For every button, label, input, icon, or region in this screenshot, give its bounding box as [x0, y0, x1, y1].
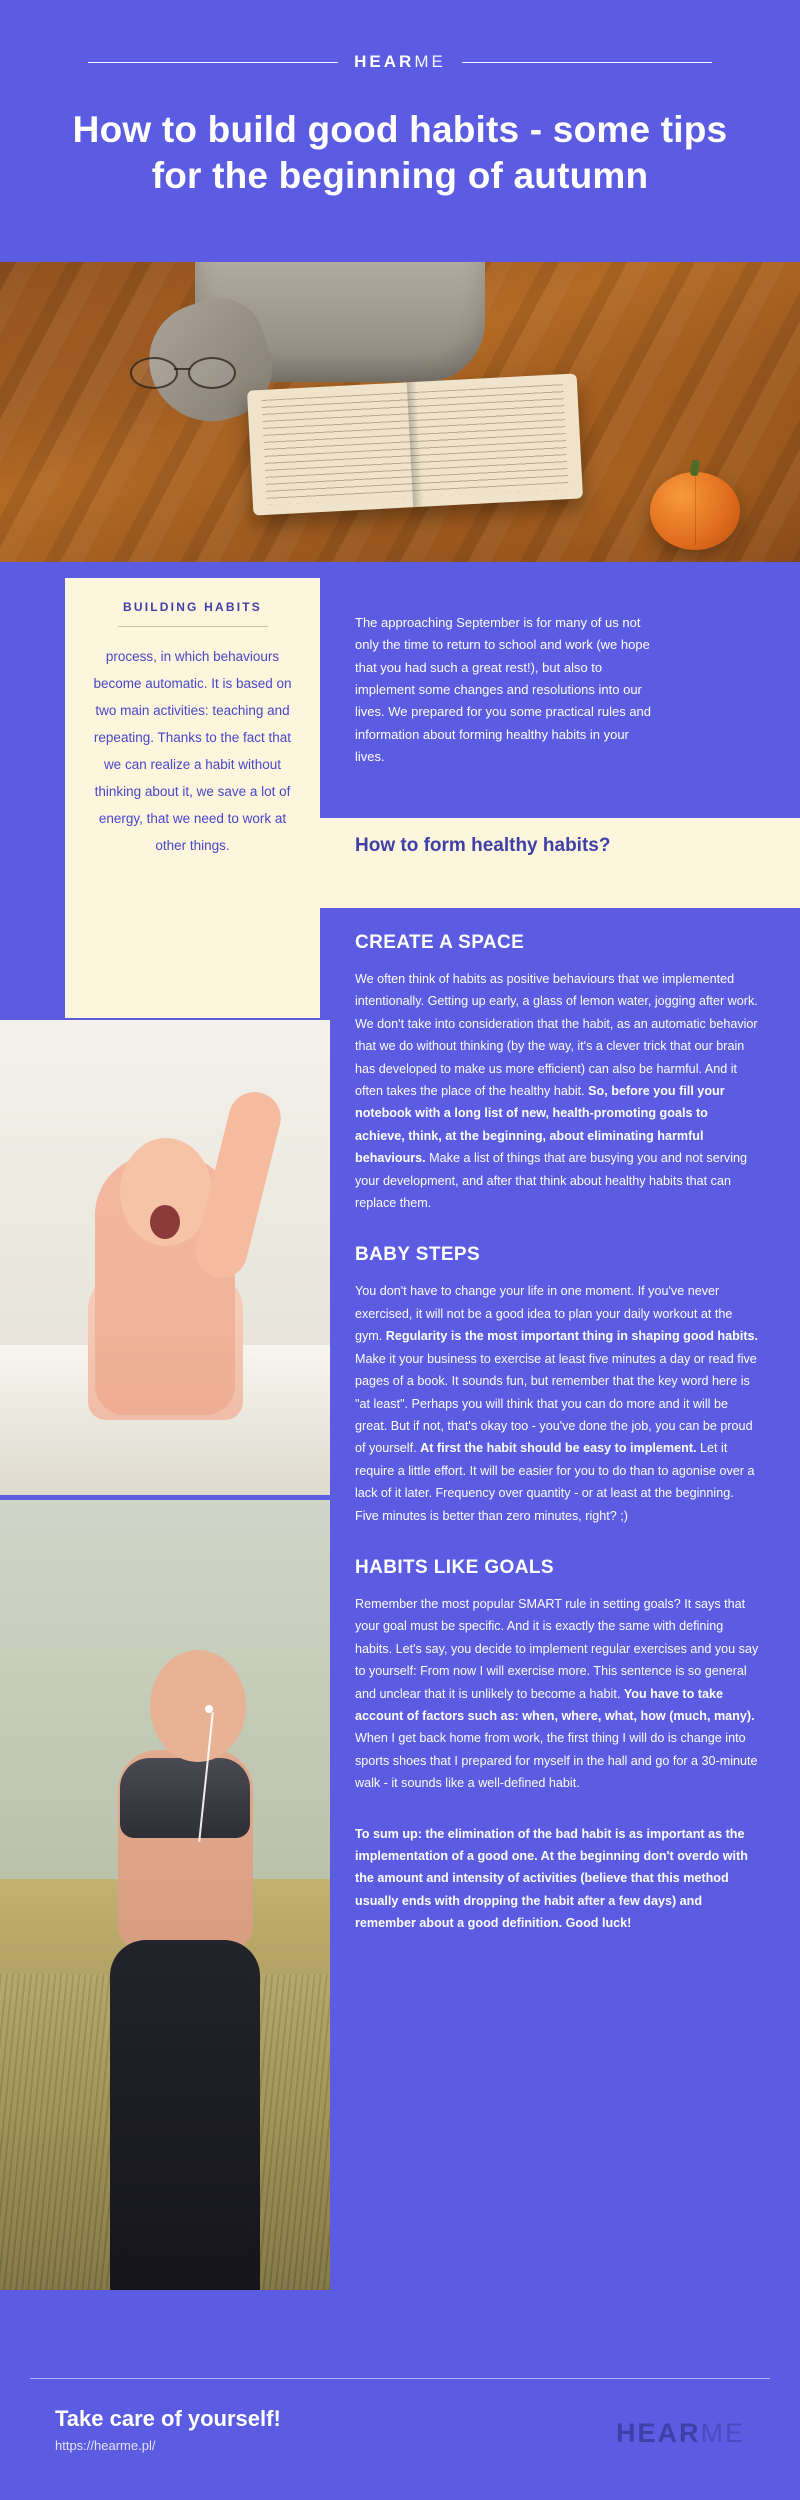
brand-name-light: ME	[414, 52, 446, 71]
hero-open-book	[247, 373, 583, 515]
section-heading-create-a-space: CREATE A SPACE	[355, 932, 525, 953]
section-body-create-a-space: We often think of habits as positive behaviours that we implemented intentionally. Getting up early, a glass of lemon water, jogging after work. We don't take into consideration that the habit, as an automatic behavior that we do without thinking (by the way, it's a clever trick that our brain has developed to make us more efficient) can also be harmful. And it often takes the place of the healthy habit. So, before you fill your notebook with a long list of new, health-promoting goals to achieve, think, at the beginning, about eliminating harmful behaviours. Make a list of things that are busying you and not serving your development, and after that think about healthy habits that can replace them.	[355, 972, 758, 1211]
footer-logo	[616, 2418, 745, 2449]
intro-paragraph: The approaching September is for many of us not only the time to return to school and work (we hope that you had such a great rest!), but also to implement some changes and resolutions into our lives. We prepared for you some practical rules and information about forming healthy habits in your lives.	[355, 615, 652, 765]
hero-pumpkin	[650, 472, 740, 550]
brand-rule-right	[462, 62, 712, 63]
brand-row	[0, 52, 800, 72]
section-heading-baby-steps: BABY STEPS	[355, 1244, 481, 1266]
run-earbud	[205, 1705, 213, 1713]
glasses-lens-left	[130, 357, 178, 389]
book-text-lines	[261, 384, 568, 505]
run-head	[150, 1650, 246, 1762]
footer-url[interactable]: https://hearme.pl/	[55, 2438, 156, 2453]
brand-rule-left	[88, 62, 338, 63]
building-habits-title: BUILDING HABITS	[123, 600, 262, 614]
footer	[0, 2378, 800, 2500]
section-band-title: How to form healthy habits?	[355, 835, 611, 856]
stretch-yawning-mouth	[150, 1205, 180, 1239]
brand-wordmark	[338, 52, 462, 72]
footer-title: Take care of yourself!	[55, 2406, 281, 2431]
page-title: How to build good habits - some tips for the beginning of autumn	[72, 108, 728, 197]
run-leggings	[110, 1940, 260, 2290]
building-habits-divider	[118, 626, 268, 627]
footer-divider	[30, 2378, 770, 2379]
footer-text-block	[55, 2406, 281, 2453]
image-woman-stretching	[0, 1020, 330, 1495]
building-habits-card	[65, 578, 320, 1018]
section-body-baby-steps: You don't have to change your life in one moment. If you've never exercised, it will not be a good idea to plan your daily workout at the gym. Regularity is the most important thing in shaping good habits. Make it your business to exercise at least five minutes a day or read five pages of a book. It sounds fun, but remember that the key word here is "at least". Perhaps you will think that you can do more and it will be great. But if not, that's okay too - you've done the job, you can be proud of yourself. At first the habit should be easy to implement. Let it require a little effort. It will be easier for you to do than to agonise over a lack of it later. Frequency over quantity - or at least at the beginning. Five minutes is better than zero minutes, right? ;)	[355, 1284, 759, 1523]
hero-glasses	[130, 357, 250, 387]
run-sports-bra	[120, 1758, 250, 1838]
image-woman-running	[0, 1500, 330, 2290]
section-heading-habits-like-goals: HABITS LIKE GOALS	[355, 1556, 554, 1578]
glasses-lens-right	[188, 357, 236, 389]
footer-logo-light: ME	[700, 2418, 745, 2448]
building-habits-body: process, in which behaviours become automatic. It is based on two main activities: teaching and repeating. Thanks to the fact that we can realize a habit without thinking about it, we save a lot of energy, that we need to work at other things.	[93, 649, 292, 853]
summary-paragraph: To sum up: the elimination of the bad habit is as important as the implementation of a good one. At the beginning don't overdo with the amount and intensity of activities (believe that this method usually ends with dropping the habit after a few days) and remember about a good definition. Good luck!	[355, 1826, 748, 1931]
section-body-habits-like-goals: Remember the most popular SMART rule in setting goals? It says that your goal must be specific. And it is exactly the same with defining habits. Let's say, you decide to implement regular exercises and you say to yourself: From now I will exercise more. This sentence is so general and unclear that it is unlikely to become a habit. You have to take account of factors such as: when, where, what, how (much, many). When I get back home from work, the first thing I will do is change into sports shoes that I prepared for myself in the hall and go for a 30-minute walk - it sounds like a well-defined habit.	[355, 1596, 759, 1791]
brand-name-bold: HEAR	[354, 52, 415, 71]
content-column	[330, 908, 800, 1947]
pumpkin-rib	[695, 477, 696, 546]
header	[0, 0, 800, 262]
footer-logo-bold: HEAR	[615, 2418, 701, 2448]
hero-image-reading-book	[0, 262, 800, 562]
